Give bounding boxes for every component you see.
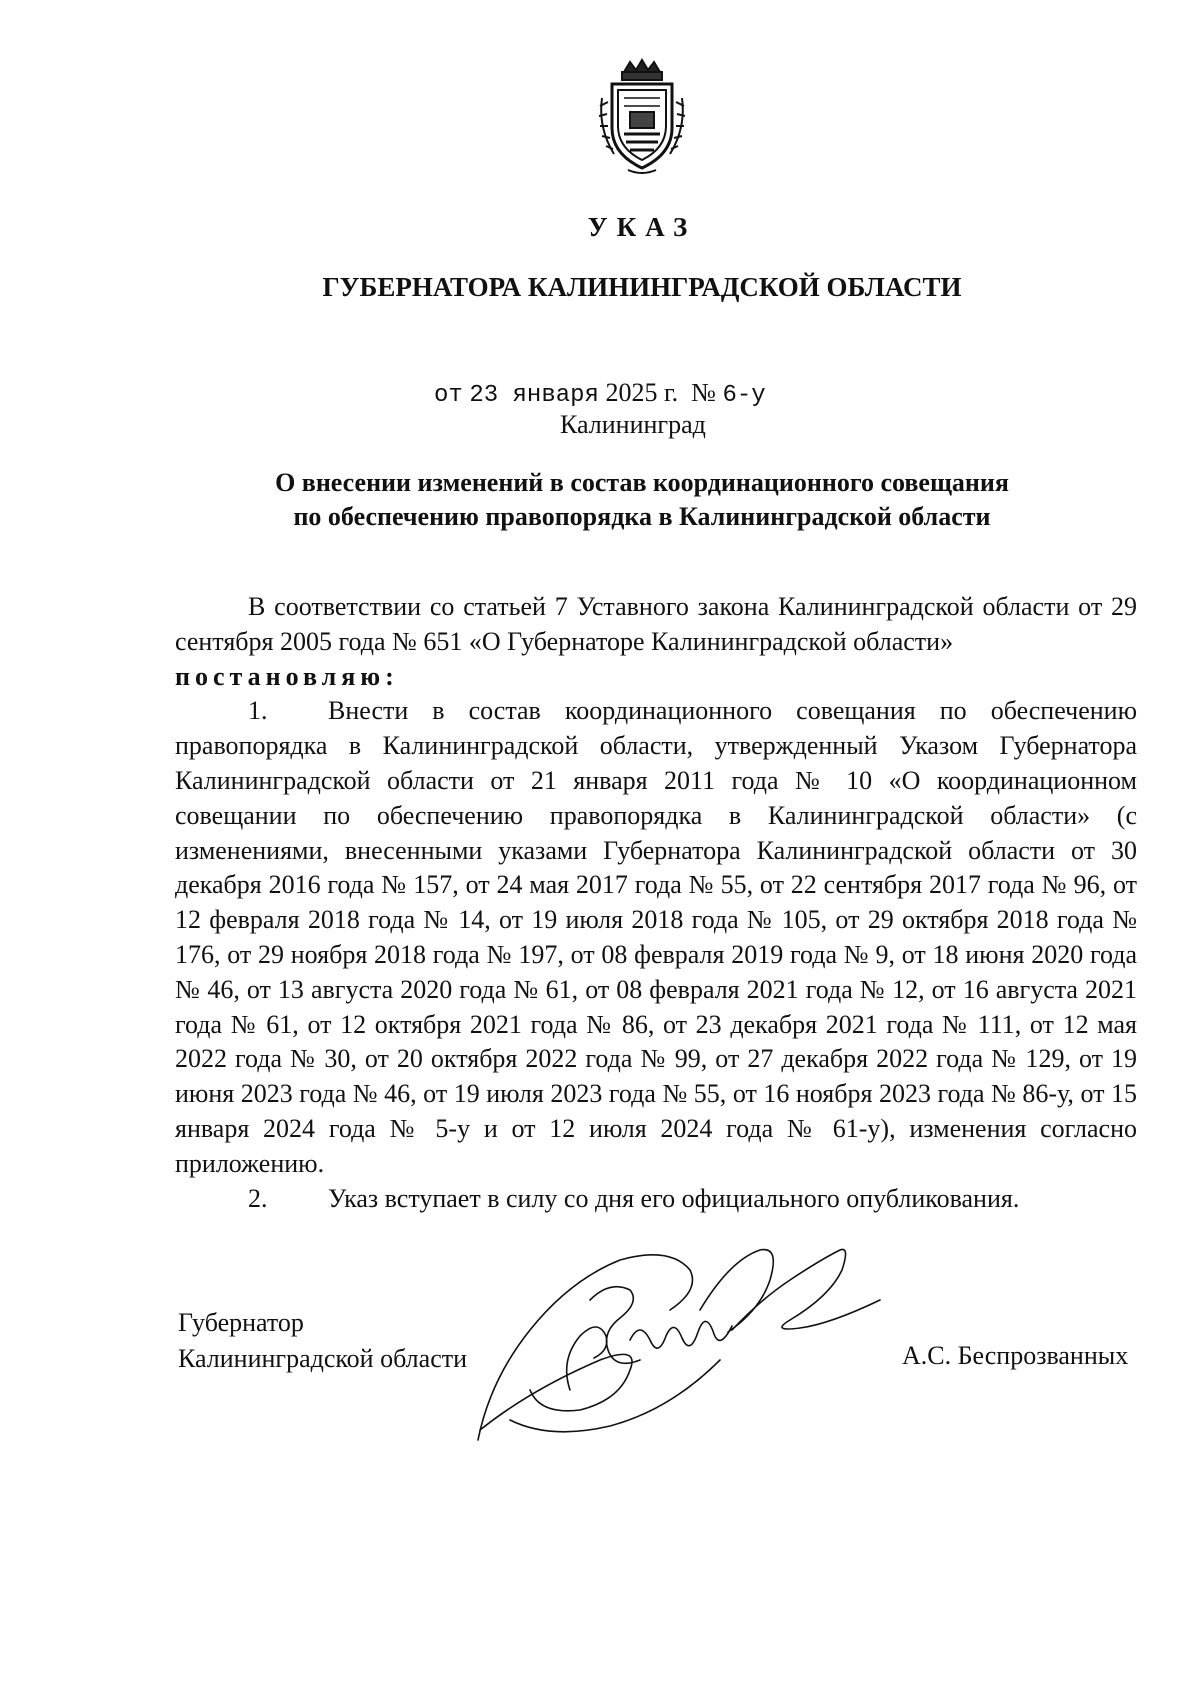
signer-position <box>178 1305 467 1377</box>
decree-subject <box>160 466 1124 534</box>
subject-line-1: О внесении изменений в состав координационного совещания <box>275 468 1009 497</box>
preamble-paragraph <box>175 590 1137 660</box>
subject-line-2: по обеспечению правопорядка в Калининградской области <box>293 502 991 531</box>
decree-word-paragraph <box>175 660 1137 695</box>
decree-number: 6-у <box>722 382 766 409</box>
date-prefix: от <box>434 382 463 409</box>
item-2-number: 2. <box>248 1183 268 1213</box>
city: Калининград <box>560 410 706 439</box>
item-1-number: 1. <box>248 696 268 726</box>
issuing-authority: ГУБЕРНАТОРА КАЛИНИНГРАДСКОЙ ОБЛАСТИ <box>322 272 962 302</box>
item-1-text: Внести в состав координационного совещания по обеспечению правопорядка в Калининградской области, утвержденный Указом Губернатора Калининградской области от 21 января 2011 года № 10 «О координационном совещании по обеспечению правопорядка в Калининградской области» (с изменениями, внесенными указами Губернатора Калининградской области от 30 декабря 2016 года № 157, от 24 мая 2017 года № 55, от 22 сентября 2017 года № 96, от 12 февраля 2018 года № 14, от 19 июля 2018 года № 105, от 29 октября 2018 года № 176, от 29 ноября 2018 года № 197, от 08 февраля 2019 года № 9, от 18 июня 2020 года № 46, от 13 августа 2020 года № 61, от 08 февраля 2021 года № 12, от 16 августа 2021 года № 61, от 12 октября 2021 года № 86, от 23 декабря 2021 года № 111, от 12 мая 2022 года № 30, от 20 октября 2022 года № 99, от 27 декабря 2022 года № 129, от 19 июня 2023 года № 46, от 19 июля 2023 года № 55, от 16 ноября 2023 года № 86-у, от 15 января 2024 года № 5-у и от 12 июля 2024 года № 61-у), изменения согласно приложению. <box>175 696 1137 1178</box>
coat-of-arms-icon <box>594 58 690 178</box>
document-type-title: УКАЗ <box>587 212 697 242</box>
signer-position-line-1: Губернатор <box>178 1308 304 1337</box>
signer-name: А.С. Беспрозванных <box>902 1341 1129 1370</box>
item-2-paragraph <box>175 1182 1137 1217</box>
date-year: 2025 г. <box>605 378 679 407</box>
decree-body <box>175 590 1137 1216</box>
item-2-text: Указ вступает в силу со дня его официального опубликования. <box>328 1183 1020 1213</box>
preamble-text: В соответствии со статьей 7 Уставного закона Калининградской области от 29 сентября 2005 года № 651 «О Губернаторе Калининградской области» <box>175 592 1137 656</box>
handwritten-signature-icon <box>470 1240 910 1450</box>
signer-position-line-2: Калининградской области <box>178 1344 468 1373</box>
number-sign: № <box>691 378 716 407</box>
decree-word: постановляю: <box>175 661 399 691</box>
date-number-line <box>434 378 766 409</box>
item-1-paragraph <box>175 694 1137 1181</box>
date-day-month: 23 января <box>469 382 599 409</box>
